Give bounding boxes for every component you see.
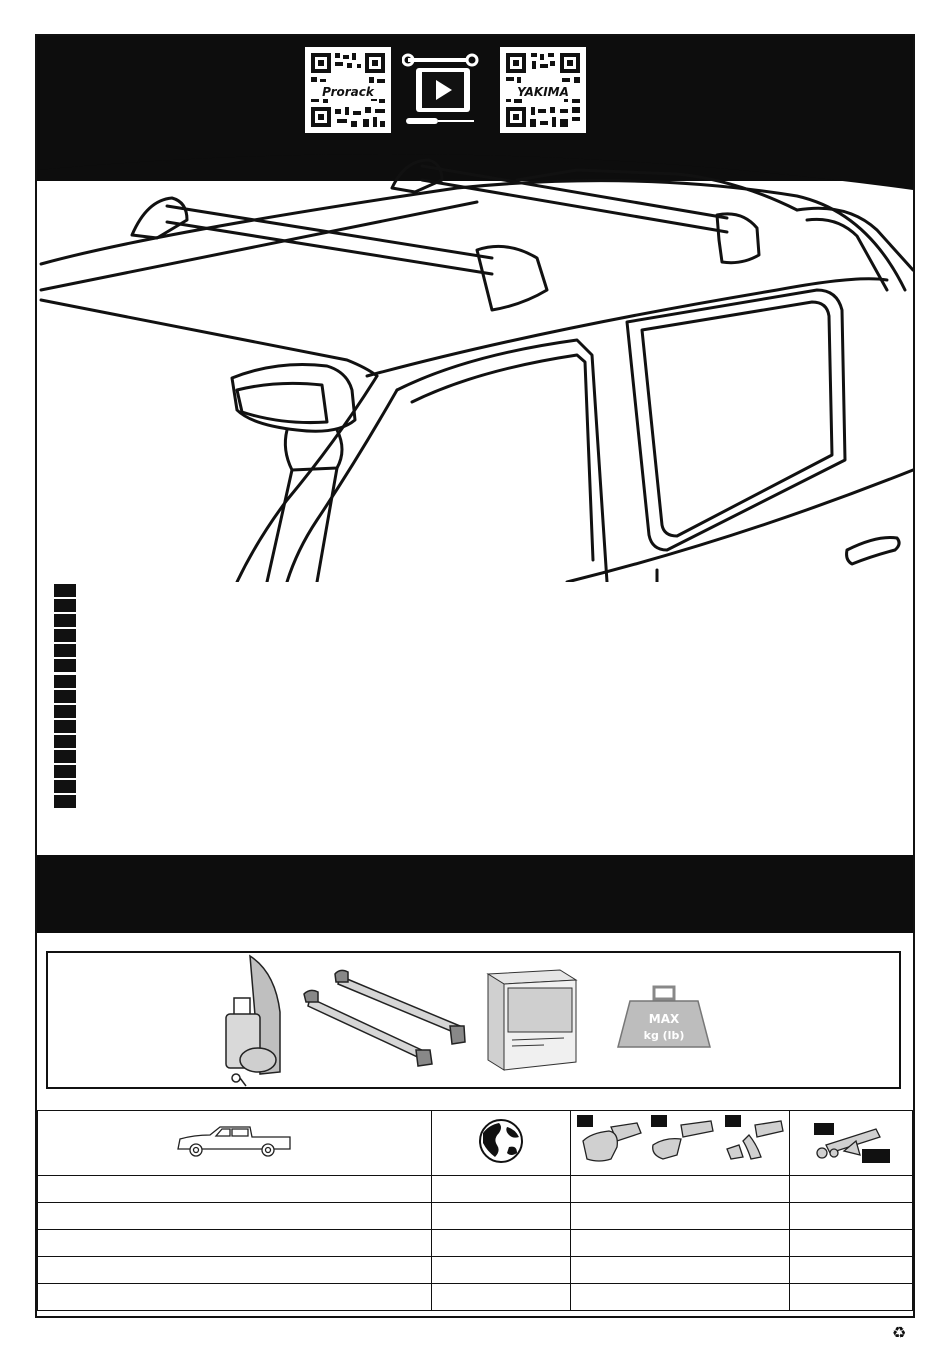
table-row bbox=[38, 1257, 913, 1284]
yakima-qr-code[interactable] bbox=[500, 47, 586, 133]
svg-text:MAX: MAX bbox=[648, 1012, 680, 1026]
svg-text:Prorack: Prorack bbox=[322, 85, 374, 99]
fitting-kit-box-icon bbox=[484, 966, 580, 1074]
svg-text:kg (lb): kg (lb) bbox=[643, 1029, 685, 1042]
crossbars-icon bbox=[300, 968, 470, 1068]
table-row bbox=[38, 1176, 913, 1203]
globe-icon bbox=[477, 1117, 525, 1165]
screwdriver-icon bbox=[406, 118, 474, 124]
qr-graphic bbox=[305, 47, 391, 133]
pickup-truck-icon bbox=[174, 1123, 294, 1159]
video-instructions-icon[interactable] bbox=[402, 50, 482, 130]
video-play-icon bbox=[416, 68, 470, 112]
max-load-weight-icon bbox=[616, 985, 712, 1051]
prorack-qr-code[interactable] bbox=[305, 47, 391, 133]
fitting-spec-table bbox=[37, 1110, 913, 1311]
foot-variants-icon bbox=[571, 1111, 789, 1175]
section-band bbox=[37, 855, 913, 933]
language-markers bbox=[54, 584, 76, 810]
qr-graphic bbox=[500, 47, 586, 133]
wrench-icon bbox=[403, 55, 477, 65]
contents-box bbox=[46, 951, 901, 1089]
svg-text:YAKIMA: YAKIMA bbox=[517, 85, 569, 99]
table-row bbox=[38, 1230, 913, 1257]
recycle-icon: ♻ bbox=[891, 1323, 907, 1342]
table-row bbox=[38, 1203, 913, 1230]
region-column-header bbox=[431, 1111, 570, 1176]
vehicle-roof-rack-illustration bbox=[37, 140, 913, 582]
table-row bbox=[38, 1284, 913, 1311]
mount-variant-icon bbox=[790, 1111, 912, 1175]
foot-type-column-header bbox=[570, 1111, 789, 1176]
vehicle-column-header bbox=[38, 1111, 432, 1176]
accessory-column-header bbox=[789, 1111, 912, 1176]
table-header-row bbox=[38, 1111, 913, 1176]
luggage-icon bbox=[220, 952, 292, 1088]
